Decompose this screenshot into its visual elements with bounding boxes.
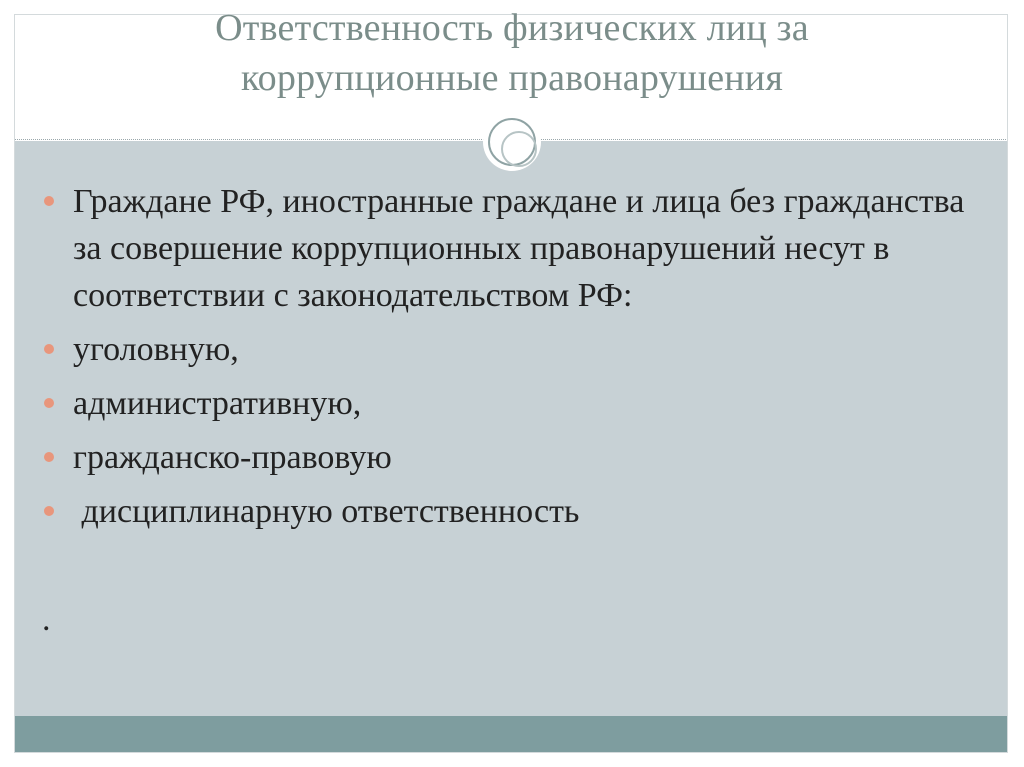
bullet-dot-icon xyxy=(44,506,54,516)
bullet-text: дисциплинарную ответственность xyxy=(73,493,580,530)
list-item xyxy=(44,380,984,427)
slide-title xyxy=(0,3,1024,103)
bullet-dot-icon xyxy=(44,344,54,354)
list-item xyxy=(44,434,984,481)
bullet-text: Граждане РФ, иностранные граждане и лица без гражданства за совершение коррупционных правонарушений несут в соответствии с законодательством РФ: xyxy=(73,183,965,314)
ornament-outer-ring xyxy=(488,118,536,166)
bullet-list xyxy=(44,178,984,542)
bullet-dot-icon xyxy=(44,452,54,462)
trailing-period: . xyxy=(42,601,51,638)
bullet-dot-icon xyxy=(44,398,54,408)
bullet-text: гражданско-правовую xyxy=(73,439,392,476)
list-item xyxy=(44,178,984,319)
list-item xyxy=(44,326,984,373)
circle-ornament-icon xyxy=(483,113,541,171)
ornament-inner-ring xyxy=(501,131,537,167)
slide-title-line-1: Ответственность физических лиц за xyxy=(215,7,809,49)
bullet-dot-icon xyxy=(44,196,54,206)
slide-title-line-2: коррупционные правонарушения xyxy=(240,57,784,99)
bullet-text: уголовную, xyxy=(73,331,239,368)
bullet-text: административную, xyxy=(73,385,362,422)
list-item xyxy=(44,488,984,535)
